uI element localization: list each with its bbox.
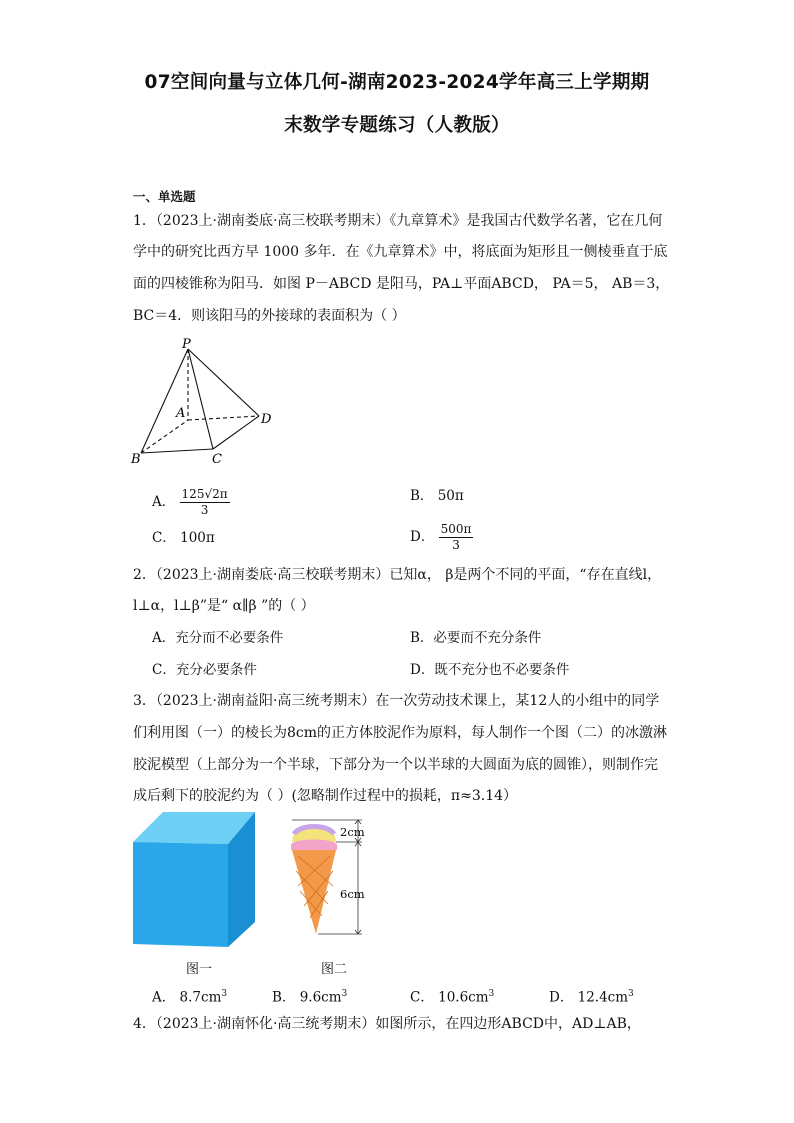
label-a: A (176, 406, 186, 421)
q1-option-a-label: A． (152, 494, 176, 510)
q2-option-d: D．既不充分也不必要条件 (410, 662, 570, 678)
ice-cream-figure (278, 816, 388, 940)
q2-line2: l⊥α，l⊥β”是“ α∥β ”的（ ） (133, 598, 315, 614)
q3-option-a: A． $8.7cm^3$ (152, 989, 228, 1006)
q2-option-c: C．充分必要条件 (152, 662, 257, 678)
q1-line2: 学中的研究比西方早 1000 多年．在《九章算术》中，将底面为矩形且一侧棱垂直于底 (133, 244, 668, 260)
q3-line3: 胶泥模型（上部分为一个半球，下部分为一个以半球的大圆面为底的圆锥），则制作完 (133, 757, 658, 773)
q1-option-a-fraction: $\frac{125√2\pi}{3}$ (181, 487, 228, 517)
q3-line4: 成后剩下的胶泥约为（ ）(忽略制作过程中的损耗，π≈3.14） (133, 788, 518, 804)
q1-line1: 1．（2023上·湖南娄底·高三校联考期末）《九章算术》是我国古代数学名著，它在几何 (133, 213, 663, 229)
q1-line3: 面的四棱锥称为阳马．如图 P－ABCD 是阳马，PA⊥平面ABCD， PA＝5， AB＝3， (133, 276, 670, 292)
q1-option-b: B． 50π (410, 488, 464, 504)
figure2-caption: 图二 (321, 962, 348, 977)
q3-option-d: D． $12.4cm^3$ (549, 989, 634, 1006)
cube-figure (133, 812, 258, 947)
q1-option-d-fraction: $\frac{500\pi}{3}$ (440, 522, 472, 552)
q3-line2: 们利用图（一）的棱长为8cm的正方体胶泥作为原料，每人制作一个图（二）的冰激淋 (133, 725, 668, 741)
q2-option-b: B．必要而不充分条件 (410, 630, 542, 646)
cone-top-dimension: 2cm (340, 825, 365, 839)
q1-line4: BC＝4．则该阳马的外接球的表面积为（ ） (133, 308, 406, 324)
label-d: D (261, 412, 272, 427)
q3-option-b: B． $9.6cm^3$ (272, 989, 348, 1006)
cone-bottom-dimension: 6cm (340, 887, 365, 901)
q1-option-d-label: D． (410, 529, 435, 545)
pyramid-figure (128, 335, 283, 470)
q3-line1: 3．（2023上·湖南益阳·高三统考期末）在一次劳动技术课上，某12人的小组中的同学 (133, 693, 660, 709)
document-title-line2: 末数学专题练习（人教版） (284, 115, 510, 136)
section-title: 一、单选题 (133, 189, 196, 204)
label-b: B (131, 452, 141, 467)
q2-line1: 2．（2023上·湖南娄底·高三校联考期末）已知α， β是两个不同的平面，“存在直线l， (133, 567, 662, 583)
q4-line1: 4．（2023上·湖南怀化·高三统考期末）如图所示，在四边形ABCD中，AD⊥AB， (133, 1016, 641, 1032)
label-p: P (182, 337, 191, 352)
q1-option-d (410, 522, 473, 553)
q1-option-c: C． 100π (152, 530, 215, 546)
figure1-caption: 图一 (186, 962, 213, 977)
q2-option-a: A．充分而不必要条件 (152, 630, 284, 646)
q3-option-c: C． $10.6cm^3$ (410, 989, 495, 1006)
document-title-line1: 07空间向量与立体几何-湖南2023-2024学年高三上学期期 (144, 72, 650, 93)
label-c: C (212, 452, 222, 467)
q1-option-a (152, 487, 230, 518)
